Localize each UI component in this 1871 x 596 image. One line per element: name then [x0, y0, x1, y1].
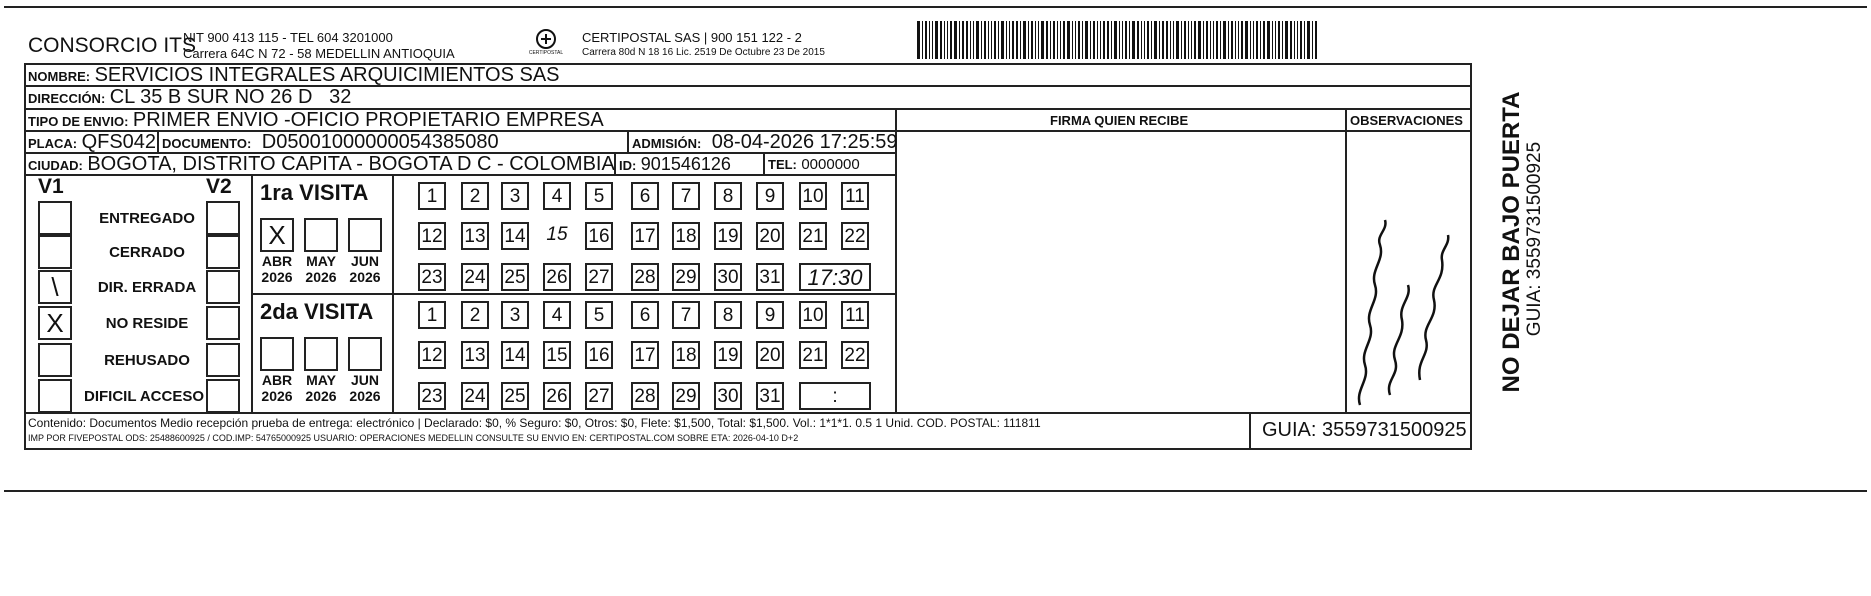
visit-time-box[interactable]: 17:30	[799, 263, 871, 291]
status-v1-checkbox[interactable]	[38, 379, 72, 413]
admision-row	[632, 131, 898, 154]
barcode-bar	[1100, 21, 1101, 59]
barcode-bar	[1315, 21, 1317, 59]
visit-day-box[interactable]: 4	[543, 182, 571, 210]
visit-day-box[interactable]: 23	[418, 263, 446, 291]
documento-row	[162, 131, 499, 154]
visit-day-box[interactable]: 30	[714, 382, 742, 410]
barcode-bar	[973, 21, 974, 59]
status-label: CERRADO	[109, 244, 185, 261]
placa-label: PLACA:	[28, 136, 78, 151]
barcode-bar	[976, 21, 979, 59]
visit-month-label	[252, 253, 302, 285]
visit-day-box[interactable]: 5	[585, 301, 613, 329]
status-v2-checkbox[interactable]	[206, 201, 240, 235]
visit-day-box[interactable]: 20	[756, 341, 784, 369]
visit-day-box[interactable]: 22	[841, 222, 869, 250]
barcode-bar	[1107, 21, 1109, 59]
month-year: 2026	[305, 388, 337, 404]
visit-month-checkbox[interactable]	[348, 218, 382, 252]
direccion-value: CL 35 B SUR NO 26 D 32	[109, 86, 352, 108]
visit-day-box[interactable]: 18	[672, 222, 700, 250]
barcode-bar	[1210, 21, 1211, 59]
barcode-bar	[1245, 21, 1248, 59]
barcode-bar	[1093, 21, 1095, 59]
barcode-bar	[1275, 21, 1276, 59]
barcode-bar	[1141, 21, 1142, 59]
side-vertical-text	[1480, 80, 1545, 400]
col-divider	[627, 130, 629, 152]
barcode-bar	[1129, 21, 1130, 59]
id-row	[619, 154, 731, 175]
month-year: 2026	[305, 269, 337, 285]
visit-day-box[interactable]: 12	[418, 341, 446, 369]
status-v1-checkbox[interactable]: \	[38, 270, 72, 304]
admision-label: ADMISIÓN:	[632, 136, 702, 151]
barcode-bar	[1028, 21, 1029, 59]
ciudad-row	[28, 153, 615, 176]
company-line-2: Carrera 64C N 72 - 58 MEDELLIN ANTIOQUIA	[183, 46, 455, 61]
barcode-bar	[1294, 21, 1295, 59]
barcode-bar	[1137, 21, 1139, 59]
courier-line-1: CERTIPOSTAL SAS | 900 151 122 - 2	[582, 30, 802, 45]
barcode-bar	[1260, 21, 1261, 59]
barcode-bar	[1312, 21, 1313, 59]
visit-day-box[interactable]: 13	[461, 341, 489, 369]
barcode-bar	[994, 21, 996, 59]
status-label: NO RESIDE	[105, 315, 189, 332]
courier-logo	[521, 26, 571, 60]
barcode-bar	[1300, 21, 1302, 59]
col-divider	[763, 152, 765, 174]
status-v1-checkbox[interactable]	[38, 201, 72, 235]
barcode-bar	[1038, 21, 1039, 59]
barcode-bar	[1278, 21, 1280, 59]
visit-day-box[interactable]: 27	[585, 263, 613, 291]
barcode-bar	[1009, 21, 1010, 59]
direccion-label: DIRECCIÓN:	[28, 91, 106, 106]
firma-label: FIRMA QUIEN RECIBE	[1050, 113, 1189, 128]
barcode-bar	[1285, 21, 1288, 59]
barcode-bar	[1253, 21, 1254, 59]
barcode	[917, 21, 1361, 59]
row-divider	[1345, 130, 1472, 132]
visit-month-checkbox[interactable]: X	[260, 218, 294, 252]
barcode-bar	[1181, 21, 1182, 59]
visit-day-box[interactable]: 20	[756, 222, 784, 250]
barcode-bar	[1213, 21, 1214, 59]
visit-day-box[interactable]: 13	[461, 222, 489, 250]
barcode-bar	[1046, 21, 1048, 59]
visit-day-box[interactable]: 16	[585, 341, 613, 369]
visit-day-box[interactable]: 25	[501, 263, 529, 291]
visit-day-box[interactable]: 3	[501, 182, 529, 210]
barcode-bar	[1228, 21, 1229, 59]
visit-day-box[interactable]: 29	[672, 263, 700, 291]
barcode-bar	[1001, 21, 1004, 59]
visit-day-box[interactable]: 6	[631, 182, 659, 210]
barcode-bar	[1267, 21, 1270, 59]
placa-value: QFS042	[81, 131, 157, 153]
page-top-border	[4, 6, 1867, 8]
id-label: ID:	[619, 158, 637, 173]
tel-row	[768, 156, 860, 174]
barcode-bar	[1016, 21, 1018, 59]
visit-month-label	[296, 253, 346, 285]
barcode-bar	[959, 21, 960, 59]
barcode-bar	[1235, 21, 1236, 59]
barcode-bar	[1125, 21, 1127, 59]
visit-day-box[interactable]: 3	[501, 301, 529, 329]
barcode-bar	[1103, 21, 1105, 59]
logo-caption: CERTIPOSTAL	[528, 50, 564, 56]
visit-day-box[interactable]: 17	[631, 222, 659, 250]
visit-month-label	[252, 372, 302, 404]
status-v2-checkbox[interactable]	[206, 306, 240, 340]
barcode-bar	[1119, 21, 1120, 59]
visit-day-box[interactable]: 21	[799, 222, 827, 250]
handwritten-observation	[1350, 190, 1470, 410]
visit-day-box[interactable]: 17	[631, 341, 659, 369]
company-line-1: NIT 900 413 115 - TEL 604 3201000	[183, 30, 393, 45]
barcode-bar	[1223, 21, 1226, 59]
nombre-value: SERVICIOS INTEGRALES ARQUICIMIENTOS SAS	[94, 64, 560, 86]
barcode-bar	[1304, 21, 1305, 59]
id-value: 901546126	[640, 154, 731, 174]
barcode-bar	[1085, 21, 1088, 59]
visit-month-checkbox[interactable]	[260, 337, 294, 371]
barcode-bar	[1060, 21, 1061, 59]
visit-day-box[interactable]: 27	[585, 382, 613, 410]
ciudad-value: BOGOTA, DISTRITO CAPITA - BOGOTA D C - COLOMBIA	[87, 153, 615, 175]
visit-day-box[interactable]: 12	[418, 222, 446, 250]
month-name: JUN	[350, 372, 379, 388]
barcode-bar	[1198, 21, 1201, 59]
status-v1-checkbox[interactable]	[38, 235, 72, 269]
barcode-bar	[935, 21, 938, 59]
barcode-bar	[1297, 21, 1298, 59]
barcode-bar	[1020, 21, 1021, 59]
documento-label: DOCUMENTO:	[162, 136, 252, 151]
status-v1-checkbox[interactable]: X	[38, 306, 72, 340]
visit-month-label	[296, 372, 346, 404]
tipo-row	[28, 109, 604, 132]
barcode-bar	[1012, 21, 1014, 59]
visit-day-box[interactable]: 28	[631, 382, 659, 410]
side-line-1: NO DEJAR BAJO PUERTA	[1498, 91, 1525, 393]
visit-day-box[interactable]: 10	[799, 301, 827, 329]
company-name: CONSORCIO ITS	[28, 34, 197, 57]
handwriting-scribble-icon	[1350, 190, 1470, 410]
visit-month-label	[340, 253, 390, 285]
barcode-bar	[1162, 21, 1164, 59]
month-year: 2026	[261, 269, 293, 285]
barcode-bar	[950, 21, 952, 59]
visit-day-box[interactable]: 26	[543, 263, 571, 291]
placa-row	[28, 131, 156, 154]
visit-day-box[interactable]: 24	[461, 263, 489, 291]
barcode-bar	[1151, 21, 1152, 59]
visit-day-box[interactable]: 9	[756, 301, 784, 329]
ciudad-label: CIUDAD:	[28, 158, 83, 173]
visit-day-box[interactable]: 22	[841, 341, 869, 369]
barcode-bar	[1090, 21, 1091, 59]
visit-day-box[interactable]: 19	[714, 341, 742, 369]
tel-label: TEL:	[768, 157, 797, 172]
barcode-bar	[1144, 21, 1145, 59]
barcode-bar	[1063, 21, 1065, 59]
observaciones-label: OBSERVACIONES	[1350, 113, 1463, 128]
barcode-bar	[1206, 21, 1208, 59]
visit-day-box[interactable]: 11	[841, 182, 869, 210]
month-name: ABR	[261, 253, 293, 269]
month-year: 2026	[349, 388, 381, 404]
footer-guia-box: GUIA: 3559731500925	[1262, 419, 1467, 441]
barcode-bar	[947, 21, 948, 59]
barcode-bar	[1031, 21, 1033, 59]
barcode-bar	[966, 21, 968, 59]
documento-value: D05001000000054385080	[261, 131, 499, 153]
barcode-bar	[1114, 21, 1117, 59]
footer-line-2: IMP POR FIVEPOSTAL ODS: 25488600925 / COD.IMP: 54765000925 USUARIO: OPERACIONES MEDELLIN CONSULTE SU ENVIO EN: CERTIPOSTAL.COM SOBRE ETA: 2026-04-10 D+2	[28, 433, 799, 443]
page-bottom-border	[4, 490, 1867, 492]
visit-day-box[interactable]: 1	[418, 301, 446, 329]
visit-day-box[interactable]: 31	[756, 263, 784, 291]
barcode-bar	[940, 21, 942, 59]
barcode-bar	[1256, 21, 1258, 59]
visit-day-box[interactable]: 31	[756, 382, 784, 410]
visit-day-box[interactable]: 25	[501, 382, 529, 410]
barcode-bar	[1173, 21, 1174, 59]
barcode-bar	[1097, 21, 1098, 59]
visit-day-box[interactable]: 15	[546, 224, 568, 245]
barcode-bar	[1203, 21, 1204, 59]
barcode-bar	[925, 21, 927, 59]
barcode-bar	[1111, 21, 1112, 59]
status-v2-checkbox[interactable]	[206, 343, 240, 377]
barcode-bar	[932, 21, 933, 59]
month-name: MAY	[306, 372, 336, 388]
visit-day-box[interactable]: 7	[672, 182, 700, 210]
barcode-bar	[1282, 21, 1283, 59]
visit-day-box[interactable]: 2	[461, 301, 489, 329]
barcode-bar	[1238, 21, 1239, 59]
status-v2-checkbox[interactable]	[206, 270, 240, 304]
visit-day-box[interactable]: 8	[714, 182, 742, 210]
visit-day-box[interactable]: 14	[501, 341, 529, 369]
footer-line-1: Contenido: Documentos Medio recepción prueba de entrega: electrónico | Declarado: $0, % Seguro: $0, Otros: $0, Flete: $1,500, Total: $1,500. Vol.: 1*1*1. 0.5 1 Unid. COD. POSTAL: 111811	[28, 416, 1041, 430]
visit-divider	[251, 293, 896, 295]
barcode-bar	[929, 21, 930, 59]
visit-month-checkbox[interactable]	[348, 337, 382, 371]
month-name: MAY	[306, 253, 336, 269]
barcode-bar	[1216, 21, 1218, 59]
visit-day-box[interactable]: 6	[631, 301, 659, 329]
barcode-bar	[1147, 21, 1149, 59]
barcode-bar	[1290, 21, 1292, 59]
col-divider	[157, 130, 159, 152]
visit-day-box[interactable]: 14	[501, 222, 529, 250]
month-year: 2026	[261, 388, 293, 404]
barcode-bar	[1159, 21, 1160, 59]
visit-day-box[interactable]: 18	[672, 341, 700, 369]
status-label: ENTREGADO	[99, 210, 195, 227]
visit-day-box[interactable]: 21	[799, 341, 827, 369]
barcode-bar	[984, 21, 986, 59]
barcode-bar	[1191, 21, 1192, 59]
barcode-bar	[1272, 21, 1273, 59]
status-v2-checkbox[interactable]	[206, 235, 240, 269]
visit-day-box[interactable]: 24	[461, 382, 489, 410]
visit-day-box[interactable]: 1	[418, 182, 446, 210]
barcode-bar	[962, 21, 964, 59]
month-year: 2026	[349, 269, 381, 285]
row-divider	[24, 412, 1472, 414]
visit-day-box[interactable]: 16	[585, 222, 613, 250]
nombre-label: NOMBRE:	[28, 69, 91, 84]
barcode-bar	[1057, 21, 1058, 59]
barcode-bar	[1166, 21, 1168, 59]
barcode-bar	[991, 21, 992, 59]
barcode-bar	[1078, 21, 1080, 59]
barcode-bar	[1250, 21, 1251, 59]
status-label: REHUSADO	[104, 352, 190, 369]
visit-day-box[interactable]: 28	[631, 263, 659, 291]
barcode-bar	[1241, 21, 1243, 59]
barcode-bar	[1050, 21, 1051, 59]
visit-day-box[interactable]: 5	[585, 182, 613, 210]
barcode-bar	[981, 21, 982, 59]
barcode-bar	[922, 21, 923, 59]
barcode-bar	[988, 21, 989, 59]
barcode-bar	[1263, 21, 1265, 59]
barcode-bar	[1023, 21, 1026, 59]
barcode-bar	[1006, 21, 1007, 59]
visit-title: 1ra VISITA	[260, 180, 369, 205]
visit-day-box[interactable]: 7	[672, 301, 700, 329]
barcode-bar	[1184, 21, 1186, 59]
status-v1-checkbox[interactable]	[38, 343, 72, 377]
barcode-bar	[998, 21, 999, 59]
visit-day-box[interactable]: 23	[418, 382, 446, 410]
visit-day-box[interactable]: 4	[543, 301, 571, 329]
month-name: ABR	[261, 372, 293, 388]
barcode-bar	[1188, 21, 1189, 59]
visit-day-box[interactable]: 9	[756, 182, 784, 210]
direccion-row	[28, 86, 351, 109]
status-v2-checkbox[interactable]	[206, 379, 240, 413]
barcode-bar	[1307, 21, 1310, 59]
barcode-bar	[1072, 21, 1073, 59]
visit-day-box[interactable]: 11	[841, 301, 869, 329]
barcode-bar	[1053, 21, 1055, 59]
visit-day-box[interactable]: 15	[543, 341, 571, 369]
barcode-bar	[1132, 21, 1135, 59]
visit-month-label	[340, 372, 390, 404]
visit-day-box[interactable]: 19	[714, 222, 742, 250]
barcode-bar	[1176, 21, 1179, 59]
visit-time-box[interactable]: :	[799, 382, 871, 410]
visit-day-box[interactable]: 10	[799, 182, 827, 210]
month-name: JUN	[350, 253, 379, 269]
status-label: DIFICIL ACCESO	[84, 388, 205, 405]
status-label: DIR. ERRADA	[97, 279, 197, 296]
visit-day-box[interactable]: 30	[714, 263, 742, 291]
barcode-bar	[1041, 21, 1044, 59]
barcode-bar	[1122, 21, 1123, 59]
visit-day-box[interactable]: 29	[672, 382, 700, 410]
barcode-bar	[970, 21, 971, 59]
admision-value: 08-04-2026 17:25:59	[711, 131, 898, 153]
v1-label: V1	[38, 175, 64, 198]
barcode-bar	[1220, 21, 1221, 59]
barcode-bar	[1067, 21, 1070, 59]
barcode-bar	[944, 21, 945, 59]
barcode-bar	[1082, 21, 1083, 59]
courier-line-2: Carrera 80d N 18 16 Lic. 2519 De Octubre 23 De 2015	[582, 47, 825, 58]
visit-day-box[interactable]: 8	[714, 301, 742, 329]
visit-month-checkbox[interactable]	[304, 337, 338, 371]
tipo-value: PRIMER ENVIO -OFICIO PROPIETARIO EMPRESA	[132, 109, 604, 131]
side-line-2: GUIA: 3559731500925	[1524, 141, 1545, 337]
visit-month-checkbox[interactable]	[304, 218, 338, 252]
barcode-bar	[1035, 21, 1036, 59]
barcode-bar	[917, 21, 920, 59]
guia-box-divider	[1249, 412, 1251, 450]
tel-value: 0000000	[801, 156, 860, 173]
visit-day-box[interactable]: 2	[461, 182, 489, 210]
v2-label: V2	[206, 175, 232, 198]
nombre-row	[28, 64, 560, 87]
barcode-bar	[954, 21, 957, 59]
visit-day-box[interactable]: 26	[543, 382, 571, 410]
visit-title: 2da VISITA	[260, 299, 374, 324]
tipo-label: TIPO DE ENVIO:	[28, 114, 129, 129]
barcode-bar	[1154, 21, 1157, 59]
barcode-bar	[1075, 21, 1076, 59]
barcode-bar	[1194, 21, 1196, 59]
barcode-bar	[1231, 21, 1233, 59]
barcode-bar	[1170, 21, 1171, 59]
